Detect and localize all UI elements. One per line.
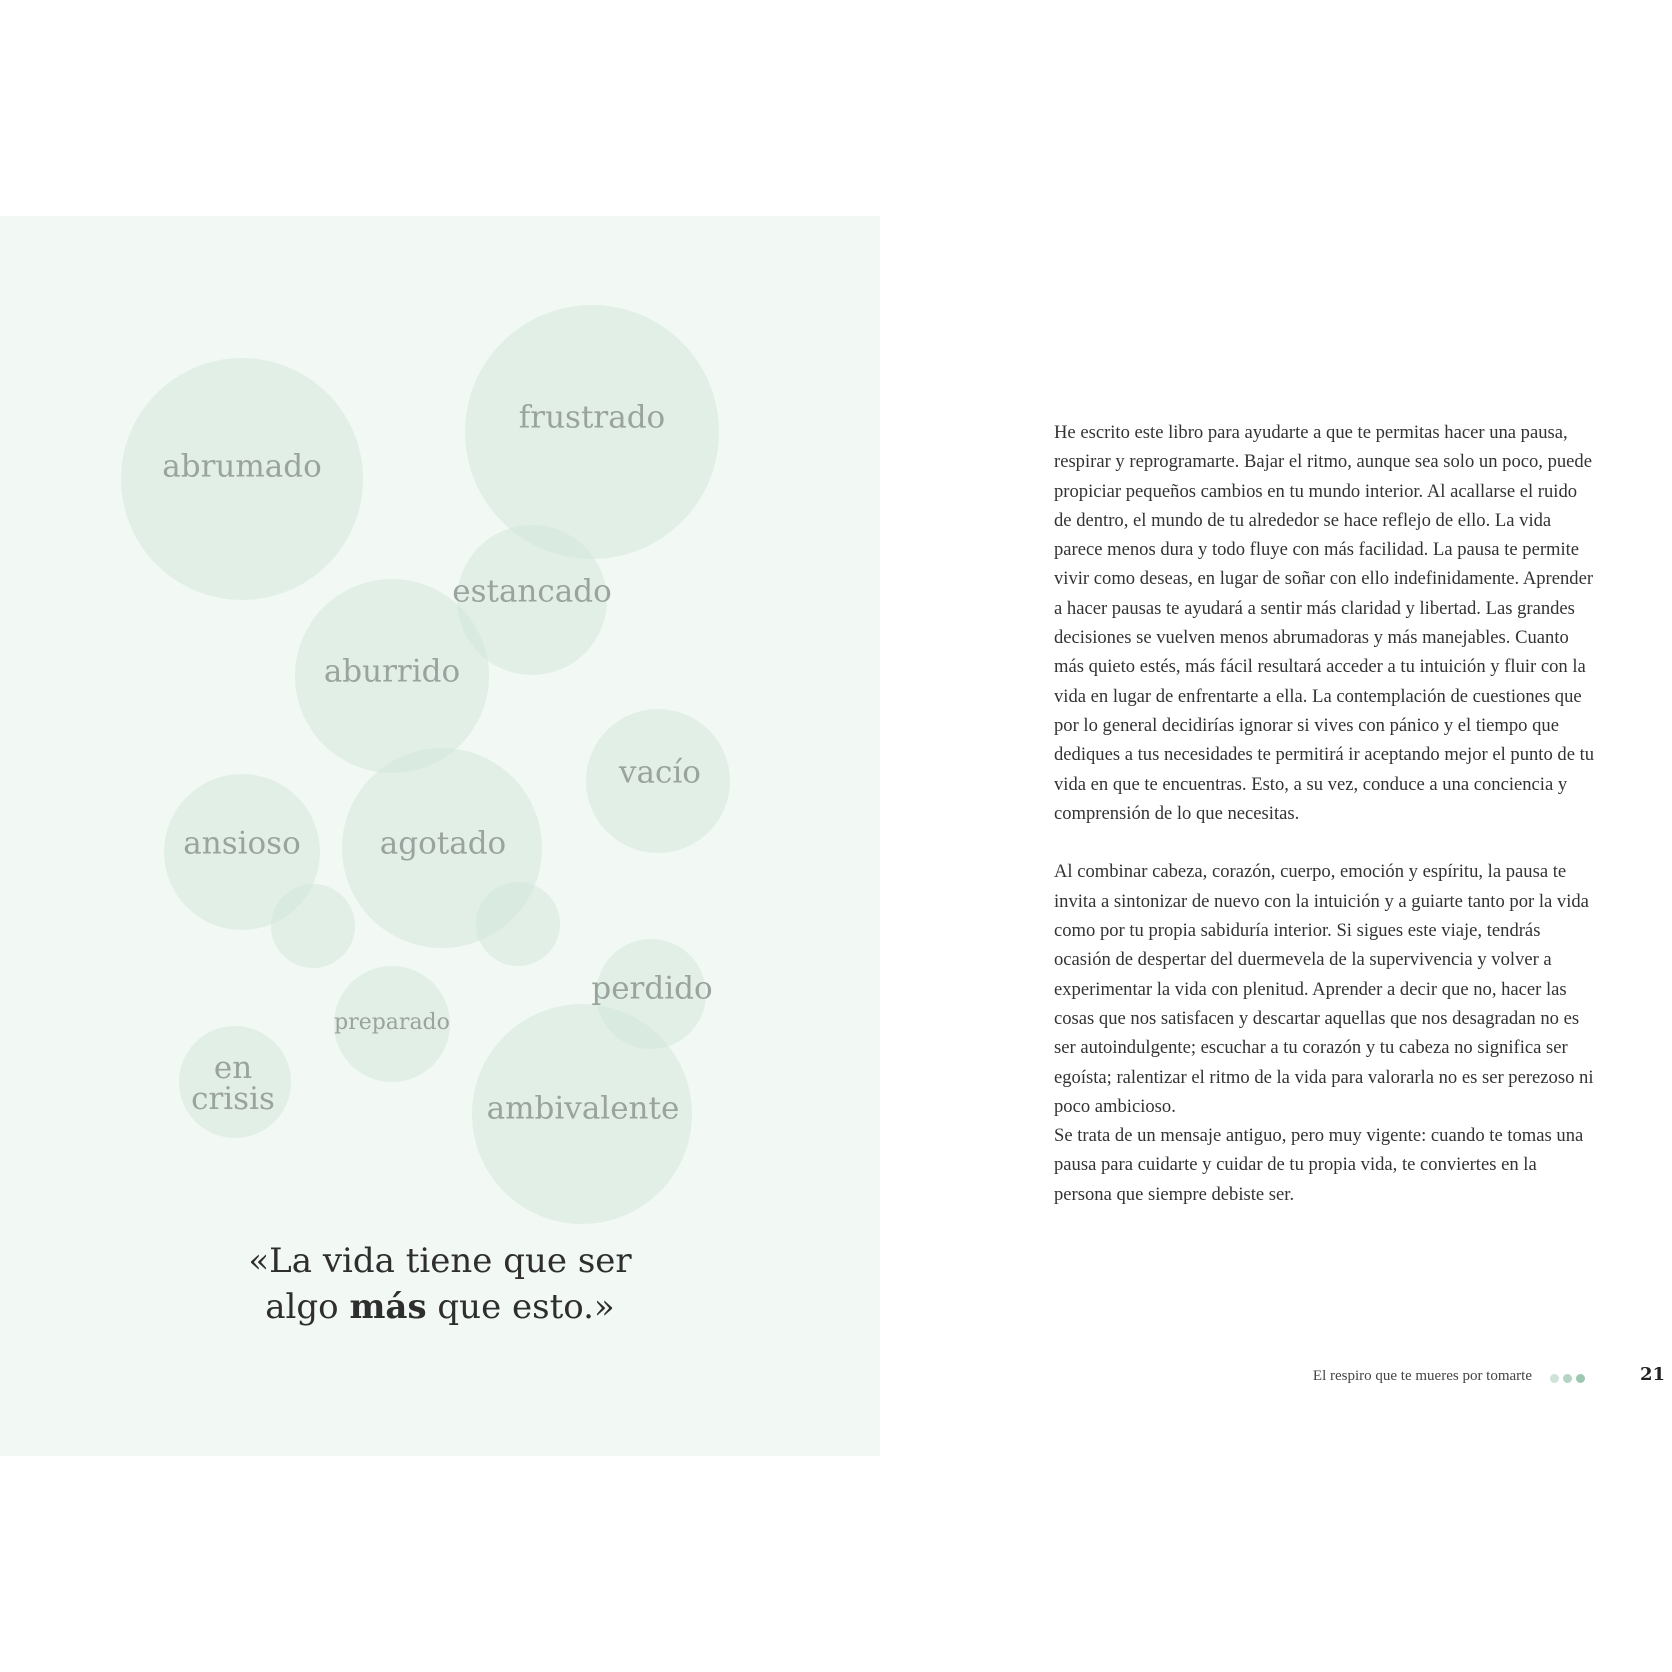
body-text — [1054, 418, 1599, 1209]
word-frustrado: frustrado — [518, 399, 666, 436]
word-vacio: vacío — [619, 754, 701, 791]
page-number: 21 — [1640, 1364, 1666, 1385]
quote-line-1: «La vida tiene que ser — [248, 1241, 632, 1281]
footer-dot-2 — [1563, 1374, 1572, 1383]
bubble-small-left — [271, 884, 355, 968]
quote-suffix: que esto.» — [426, 1287, 615, 1327]
word-crisis: crisis — [191, 1081, 275, 1117]
word-abrumado: abrumado — [162, 448, 322, 485]
footer-dot-3 — [1576, 1374, 1585, 1383]
pull-quote — [170, 1238, 710, 1330]
word-estancado: estancado — [452, 573, 612, 610]
word-perdido: perdido — [591, 970, 713, 1007]
quote-emphasis: más — [349, 1287, 427, 1327]
paragraph-3: Se trata de un mensaje antiguo, pero muy vigente: cuando te tomas una pausa para cuidarte y cuidar de tu propia vida, te conviertes en la persona que siempre debiste ser. — [1054, 1125, 1584, 1205]
word-preparado: preparado — [334, 1010, 450, 1035]
paragraph-2: Al combinar cabeza, corazón, cuerpo, emoción y espíritu, la pausa te invita a sintonizar de nuevo con la intuición y a guiarte tanto por la vida como por tu propia sabiduría interior. Si sigues este viaje, tendrás ocasión de despertar del duermevela de la supervivencia y volver a experimentar la vida con plenitud. Aprender a decir que no, hacer las cosas que nos satisfacen y descartar aquellas que nos desagradan no es ser autoindulgente; escuchar a tu corazón y tu cabeza no significa ser egoísta; ralentizar el ritmo de la vida para valorarla no es ser perezoso ni poco ambicioso. — [1054, 861, 1594, 1117]
footer-dots-ornament — [1550, 1372, 1590, 1386]
word-ambivalente: ambivalente — [486, 1090, 680, 1127]
illustration-panel — [0, 216, 880, 1456]
word-en-crisis — [173, 1050, 293, 1117]
quote-line-2 — [170, 1284, 710, 1330]
word-aburrido: aburrido — [323, 653, 461, 690]
word-en: en — [213, 1050, 253, 1086]
footer-dot-1 — [1550, 1374, 1559, 1383]
quote-prefix: algo — [265, 1287, 350, 1327]
running-footer-title: El respiro que te mueres por tomarte — [1312, 1368, 1532, 1384]
word-agotado: agotado — [379, 825, 507, 862]
word-ansioso: ansioso — [183, 825, 301, 862]
paragraph-1: He escrito este libro para ayudarte a que te permitas hacer una pausa, respirar y reprogramarte. Bajar el ritmo, aunque sea solo un poco, puede propiciar pequeños cambios en tu mundo interior. Al acallarse el ruido de dentro, el mundo de tu alrededor se hace reflejo de ello. La vida parece menos dura y todo fluye con más facilidad. La pausa te permite vivir como deseas, en lugar de soñar con ello indefinidamente. Aprender a hacer pausas te ayudará a sentir más claridad y libertad. Las grandes decisiones se vuelven menos abrumadoras y más manejables. Cuanto más quieto estés, más fácil resultará acceder a tu intuición y fluir con la vida en lugar de enfrentarte a ella. La contemplación de cuestiones que por lo general decidirías ignorar si vives con pánico y el tiempo que dediques a tus necesidades te permitirá ir aceptando mejor el punto de tu vida en que te encuentras. Esto, a su vez, conduce a una conciencia y comprensión de lo que necesitas. — [1054, 422, 1595, 824]
bubble-small-right — [476, 882, 560, 966]
